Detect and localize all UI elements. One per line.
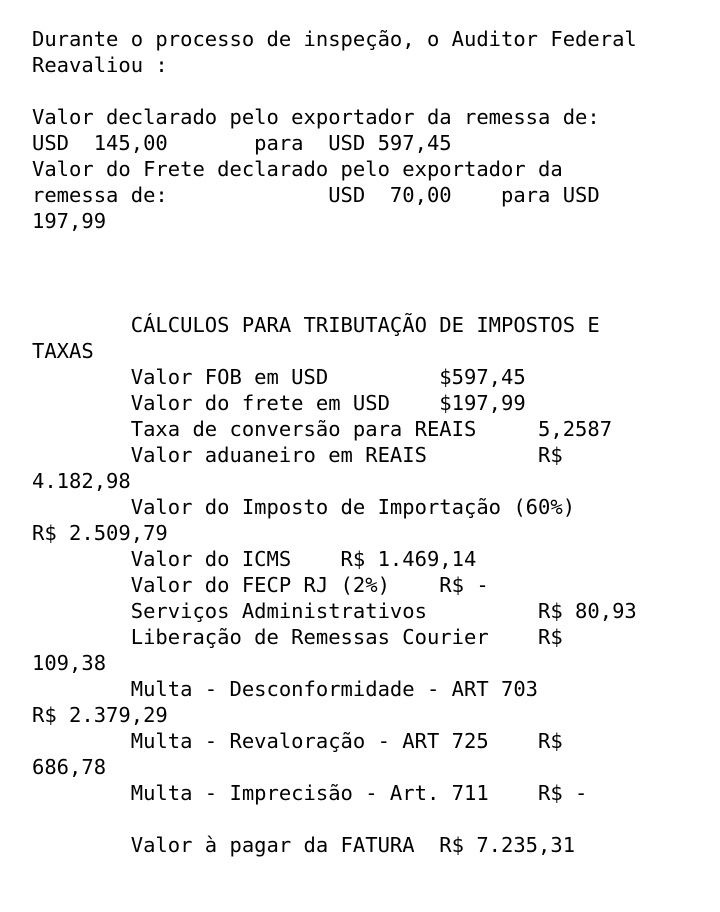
customs-value-line: Valor aduaneiro em REAIS R$ — [32, 443, 563, 467]
text-line — [32, 286, 712, 312]
import-tax-amount: R$ 2.509,79 — [32, 521, 168, 545]
text-line: USD 145,00 para USD 597,45 — [32, 131, 452, 155]
freight-value-line: Valor do frete em USD $197,99 — [32, 391, 526, 415]
text-line: remessa de: USD 70,00 para USD — [32, 183, 600, 207]
section-heading-continued: TAXAS — [32, 339, 94, 363]
revaluation-fine-line: Multa - Revaloração - ART 725 R$ — [32, 729, 563, 753]
text-line — [32, 234, 712, 260]
text-line: Reavaliou : — [32, 53, 168, 77]
nonconformity-fine-amount: R$ 2.379,29 — [32, 703, 168, 727]
text-line: Durante o processo de inspeção, o Auditor Federal — [32, 27, 637, 51]
conversion-rate-line: Taxa de conversão para REAIS 5,2587 — [32, 417, 613, 441]
courier-release-amount: 109,38 — [32, 651, 107, 675]
import-tax-line: Valor do Imposto de Importação (60%) — [32, 495, 576, 519]
text-line: 197,99 — [32, 209, 107, 233]
text-line — [32, 78, 712, 104]
document-body — [32, 26, 712, 858]
icms-line: Valor do ICMS R$ 1.469,14 — [32, 547, 477, 571]
text-line — [32, 260, 712, 286]
section-heading: CÁLCULOS PARA TRIBUTAÇÃO DE IMPOSTOS E — [32, 313, 600, 337]
inaccuracy-fine-line: Multa - Imprecisão - Art. 711 R$ - — [32, 781, 588, 805]
fob-value-line: Valor FOB em USD $597,45 — [32, 365, 526, 389]
text-line — [32, 806, 712, 832]
text-line: Valor declarado pelo exportador da remessa de: — [32, 105, 600, 129]
courier-release-line: Liberação de Remessas Courier R$ — [32, 625, 563, 649]
admin-services-line: Serviços Administrativos R$ 80,93 — [32, 599, 637, 623]
fecp-line: Valor do FECP RJ (2%) R$ - — [32, 573, 489, 597]
invoice-total-line: Valor à pagar da FATURA R$ 7.235,31 — [32, 833, 576, 857]
customs-value-amount: 4.182,98 — [32, 469, 131, 493]
revaluation-fine-amount: 686,78 — [32, 755, 107, 779]
text-line: Valor do Frete declarado pelo exportador da — [32, 157, 563, 181]
nonconformity-fine-line: Multa - Desconformidade - ART 703 — [32, 677, 539, 701]
